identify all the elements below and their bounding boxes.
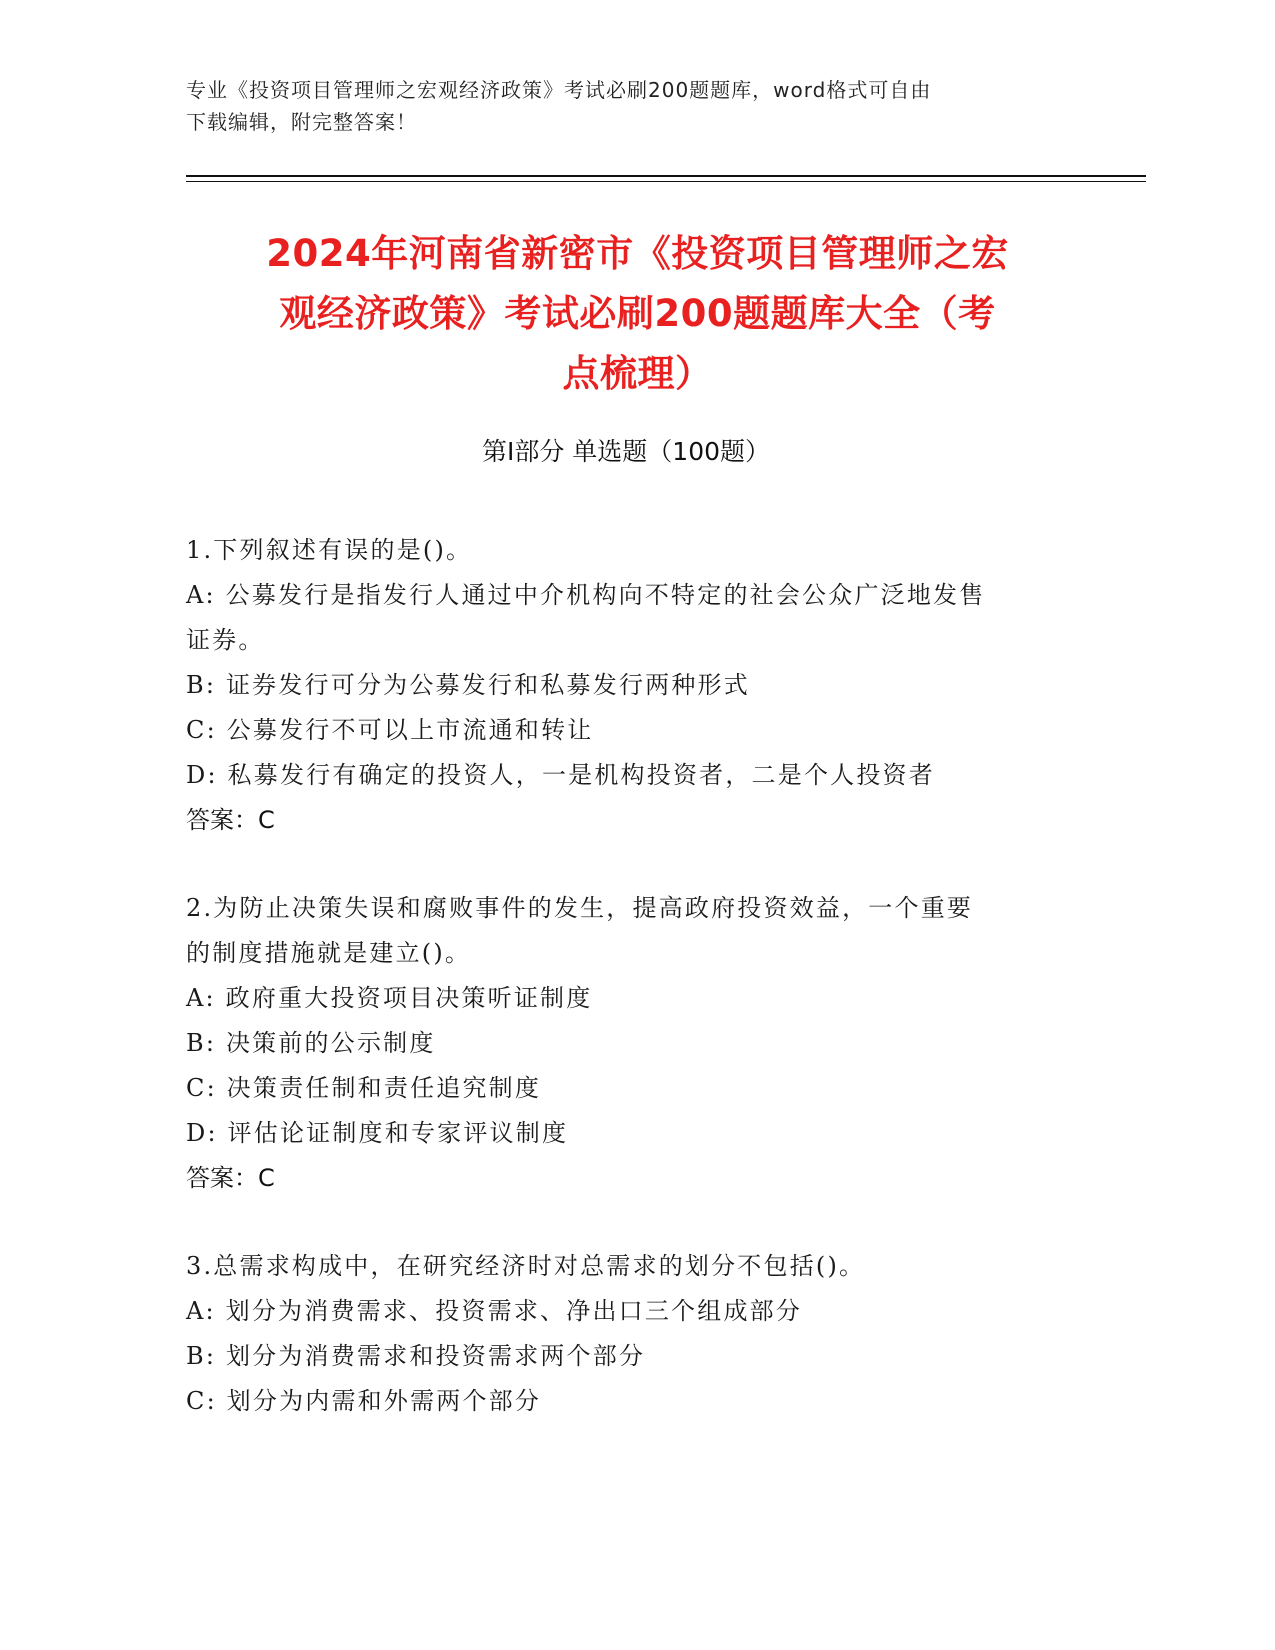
header-note-line: 专业《投资项目管理师之宏观经济政策》考试必刷200题题库，word格式可自由	[186, 78, 932, 102]
header-note	[186, 74, 1086, 138]
question-2	[186, 886, 1066, 1201]
answer: 答案：C	[186, 806, 275, 834]
option-a: A: 政府重大投资项目决策听证制度	[186, 984, 593, 1012]
option-b: B: 证券发行可分为公募发行和私募发行两种形式	[186, 671, 750, 699]
document-title	[160, 224, 1115, 404]
header-note-line: 下载编辑，附完整答案！	[186, 110, 417, 134]
title-line: 2024年河南省新密市《投资项目管理师之宏	[266, 232, 1009, 275]
question-1	[186, 528, 1066, 843]
question-stem: 2.为防止决策失误和腐败事件的发生，提高政府投资效益，一个重要	[186, 894, 974, 922]
option-d: D: 评估论证制度和专家评议制度	[186, 1119, 569, 1147]
option-c: C: 划分为内需和外需两个部分	[186, 1387, 542, 1415]
option-d: D: 私募发行有确定的投资人，一是机构投资者，二是个人投资者	[186, 761, 935, 789]
option-c: C: 决策责任制和责任追究制度	[186, 1074, 542, 1102]
question-3	[186, 1244, 1066, 1424]
question-stem: 1.下列叙述有误的是()。	[186, 536, 473, 564]
header-divider-thin	[186, 181, 1146, 182]
answer: 答案：C	[186, 1164, 275, 1192]
question-stem-continued: 的制度措施就是建立()。	[186, 939, 472, 967]
option-c: C: 公募发行不可以上市流通和转让	[186, 716, 594, 744]
section-heading: 第Ⅰ部分 单选题（100题）	[481, 437, 771, 466]
title-line: 点梳理）	[562, 352, 713, 395]
option-a: A: 划分为消费需求、投资需求、净出口三个组成部分	[186, 1297, 803, 1325]
option-a: A: 公募发行是指发行人通过中介机构向不特定的社会公众广泛地发售	[186, 581, 986, 609]
question-stem: 3.总需求构成中，在研究经济时对总需求的划分不包括()。	[186, 1252, 866, 1280]
question-list	[186, 528, 1066, 1467]
option-b: B: 决策前的公示制度	[186, 1029, 436, 1057]
option-a-continued: 证券。	[186, 626, 265, 654]
title-line: 观经济政策》考试必刷200题题库大全（考	[279, 292, 996, 335]
option-b: B: 划分为消费需求和投资需求两个部分	[186, 1342, 646, 1370]
header-divider-thick	[186, 175, 1146, 177]
